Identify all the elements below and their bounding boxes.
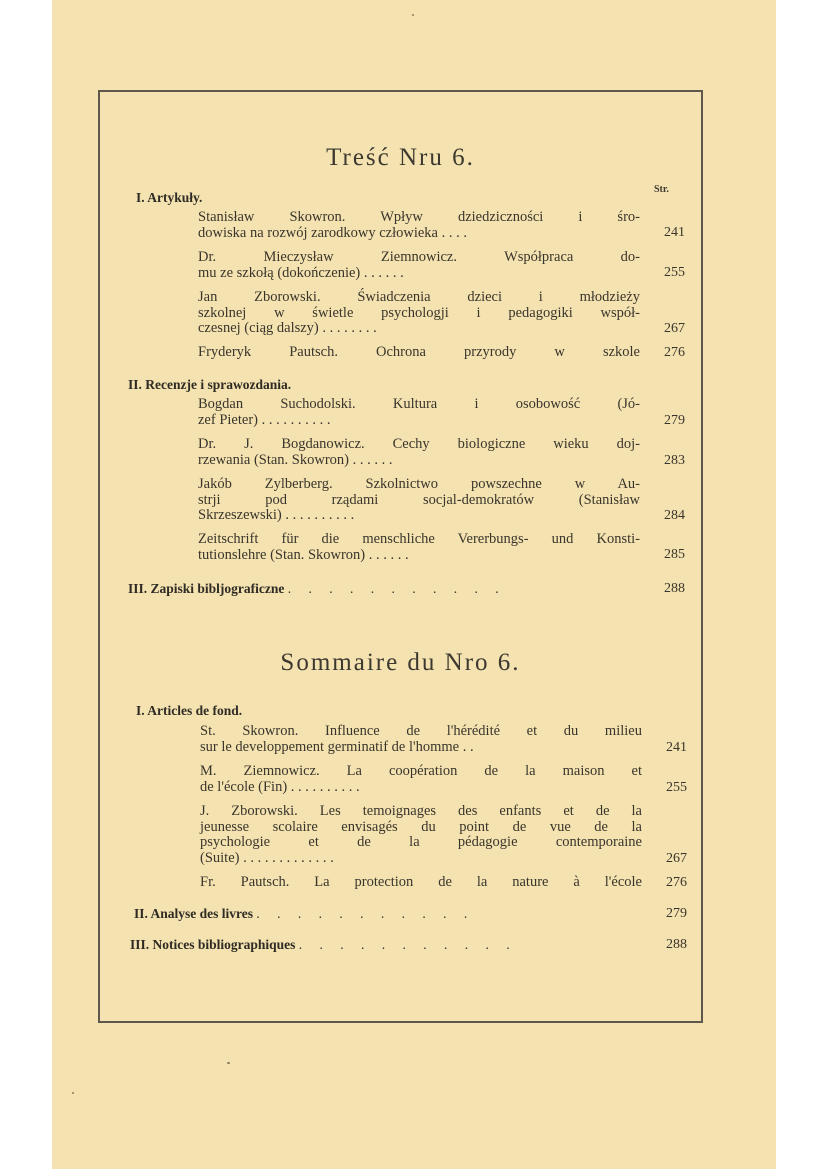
entry-line: psychologie et de la pédagogie contemporaine	[200, 834, 642, 850]
entry-line: Fryderyk Pautsch. Ochrona przyrody w szkole	[198, 344, 640, 360]
entry-line: J. Zborowski. Les temoignages des enfants et de la	[200, 803, 642, 819]
entry-line: Jakób Zylberberg. Szkolnictwo powszechne w Au-	[198, 476, 640, 492]
entry-line: Fr. Pautsch. La protection de la nature à l'école	[200, 874, 642, 890]
entry-line: Bogdan Suchodolski. Kultura i osobowość (Jó-	[198, 396, 640, 412]
entry-line: czesnej (ciąg dalszy) . . . . . . . .	[198, 320, 377, 336]
entry-line: jeunesse scolaire envisagés du point de vue de la	[200, 818, 642, 835]
entry-line: Dr. Mieczysław Ziemnowicz. Współpraca do-	[198, 249, 640, 265]
entry-line: mu ze szkołą (dokończenie) . . . . . .	[198, 264, 404, 281]
toc-entry-bogdanowicz-pl	[198, 437, 640, 468]
entry-line: Skrzeszewski) . . . . . . . . . .	[198, 507, 355, 523]
page-number: 288	[666, 937, 687, 952]
toc-entry-skowron-fr	[200, 724, 642, 755]
entry-line: szkolnej w świetle psychologji i pedagogiki współ-	[198, 304, 640, 321]
page-number: 255	[666, 780, 687, 795]
toc-entry-pautsch-pl	[198, 345, 640, 361]
page-number: 285	[664, 547, 685, 562]
toc-entry-ziemnowicz-fr	[200, 764, 642, 795]
page-number: 279	[664, 413, 685, 428]
page-number: 267	[666, 851, 687, 866]
page-number: 241	[666, 740, 687, 755]
entry-line: de l'école (Fin) . . . . . . . . . .	[200, 778, 360, 795]
contents-heading-fr: Sommaire du Nro 6.	[280, 649, 521, 676]
section-bibliography-pl	[128, 581, 506, 597]
toc-entry-pautsch-fr	[200, 875, 642, 891]
section-reviews-pl: II. Recenzje i sprawozdania.	[128, 377, 292, 392]
section-reviews-fr	[134, 906, 474, 922]
page-number: 267	[664, 321, 685, 336]
entry-line: dowiska na rozwój zarodkowy człowieka . . . .	[198, 224, 467, 241]
section-title: III. Zapiski bibljograficzne	[128, 581, 285, 596]
page-number: 241	[664, 225, 685, 240]
entry-line: zef Pieter) . . . . . . . . . .	[198, 411, 331, 428]
page-number: 279	[666, 906, 687, 921]
contents-heading-pl: Treść Nru 6.	[326, 144, 475, 171]
entry-line: Zeitschrift für die menschliche Vererbungs- und Konsti-	[198, 531, 640, 547]
page-number: 284	[664, 508, 685, 523]
entry-line: St. Skowron. Influence de l'hérédité et du milieu	[200, 723, 642, 739]
contents-frame	[98, 90, 703, 1023]
page-number: 283	[664, 453, 685, 468]
page-number: 276	[666, 875, 687, 890]
page-number: 288	[664, 581, 685, 596]
toc-entry-ziemnowicz-pl	[198, 250, 640, 281]
dot-leader: . . . . . . . . . . .	[298, 937, 517, 952]
toc-entry-zeitschrift-pl	[198, 532, 640, 563]
section-articles-pl: I. Artykuły.	[136, 190, 203, 205]
page-column-label: Str.	[654, 184, 669, 195]
dot-leader: . . . . . . . . . . .	[287, 581, 506, 596]
entry-line: Stanisław Skowron. Wpływ dziedziczności i śro-	[198, 209, 640, 225]
entry-line: strji pod rządami socjal-demokratów (Stanisław	[198, 491, 640, 508]
toc-entry-zylberberg-pl	[198, 477, 640, 524]
entry-line: M. Ziemnowicz. La coopération de la maison et	[200, 763, 642, 779]
entry-line: tutionslehre (Stan. Skowron) . . . . . .	[198, 546, 409, 563]
entry-line: Dr. J. Bogdanowicz. Cechy biologiczne wieku doj-	[198, 436, 640, 452]
entry-line: Jan Zborowski. Świadczenia dzieci i młodzieży	[198, 289, 640, 305]
toc-entry-skowron-pl	[198, 210, 640, 241]
section-articles-fr: I. Articles de fond.	[136, 703, 243, 718]
section-title: III. Notices bibliographiques	[130, 937, 296, 952]
dot-leader: . . . . . . . . . . .	[256, 906, 475, 921]
page-number: 255	[664, 265, 685, 280]
toc-entry-zborowski-fr	[200, 804, 642, 866]
entry-line: rzewania (Stan. Skowron) . . . . . .	[198, 451, 393, 468]
toc-entry-suchodolski-pl	[198, 397, 640, 428]
section-bibliography-fr	[130, 937, 517, 953]
page-number: 276	[664, 345, 685, 360]
toc-entry-zborowski-pl	[198, 290, 640, 337]
entry-line: sur le developpement germinatif de l'homme . .	[200, 738, 474, 755]
entry-line: (Suite) . . . . . . . . . . . . .	[200, 849, 334, 866]
section-title: II. Analyse des livres	[134, 906, 254, 921]
